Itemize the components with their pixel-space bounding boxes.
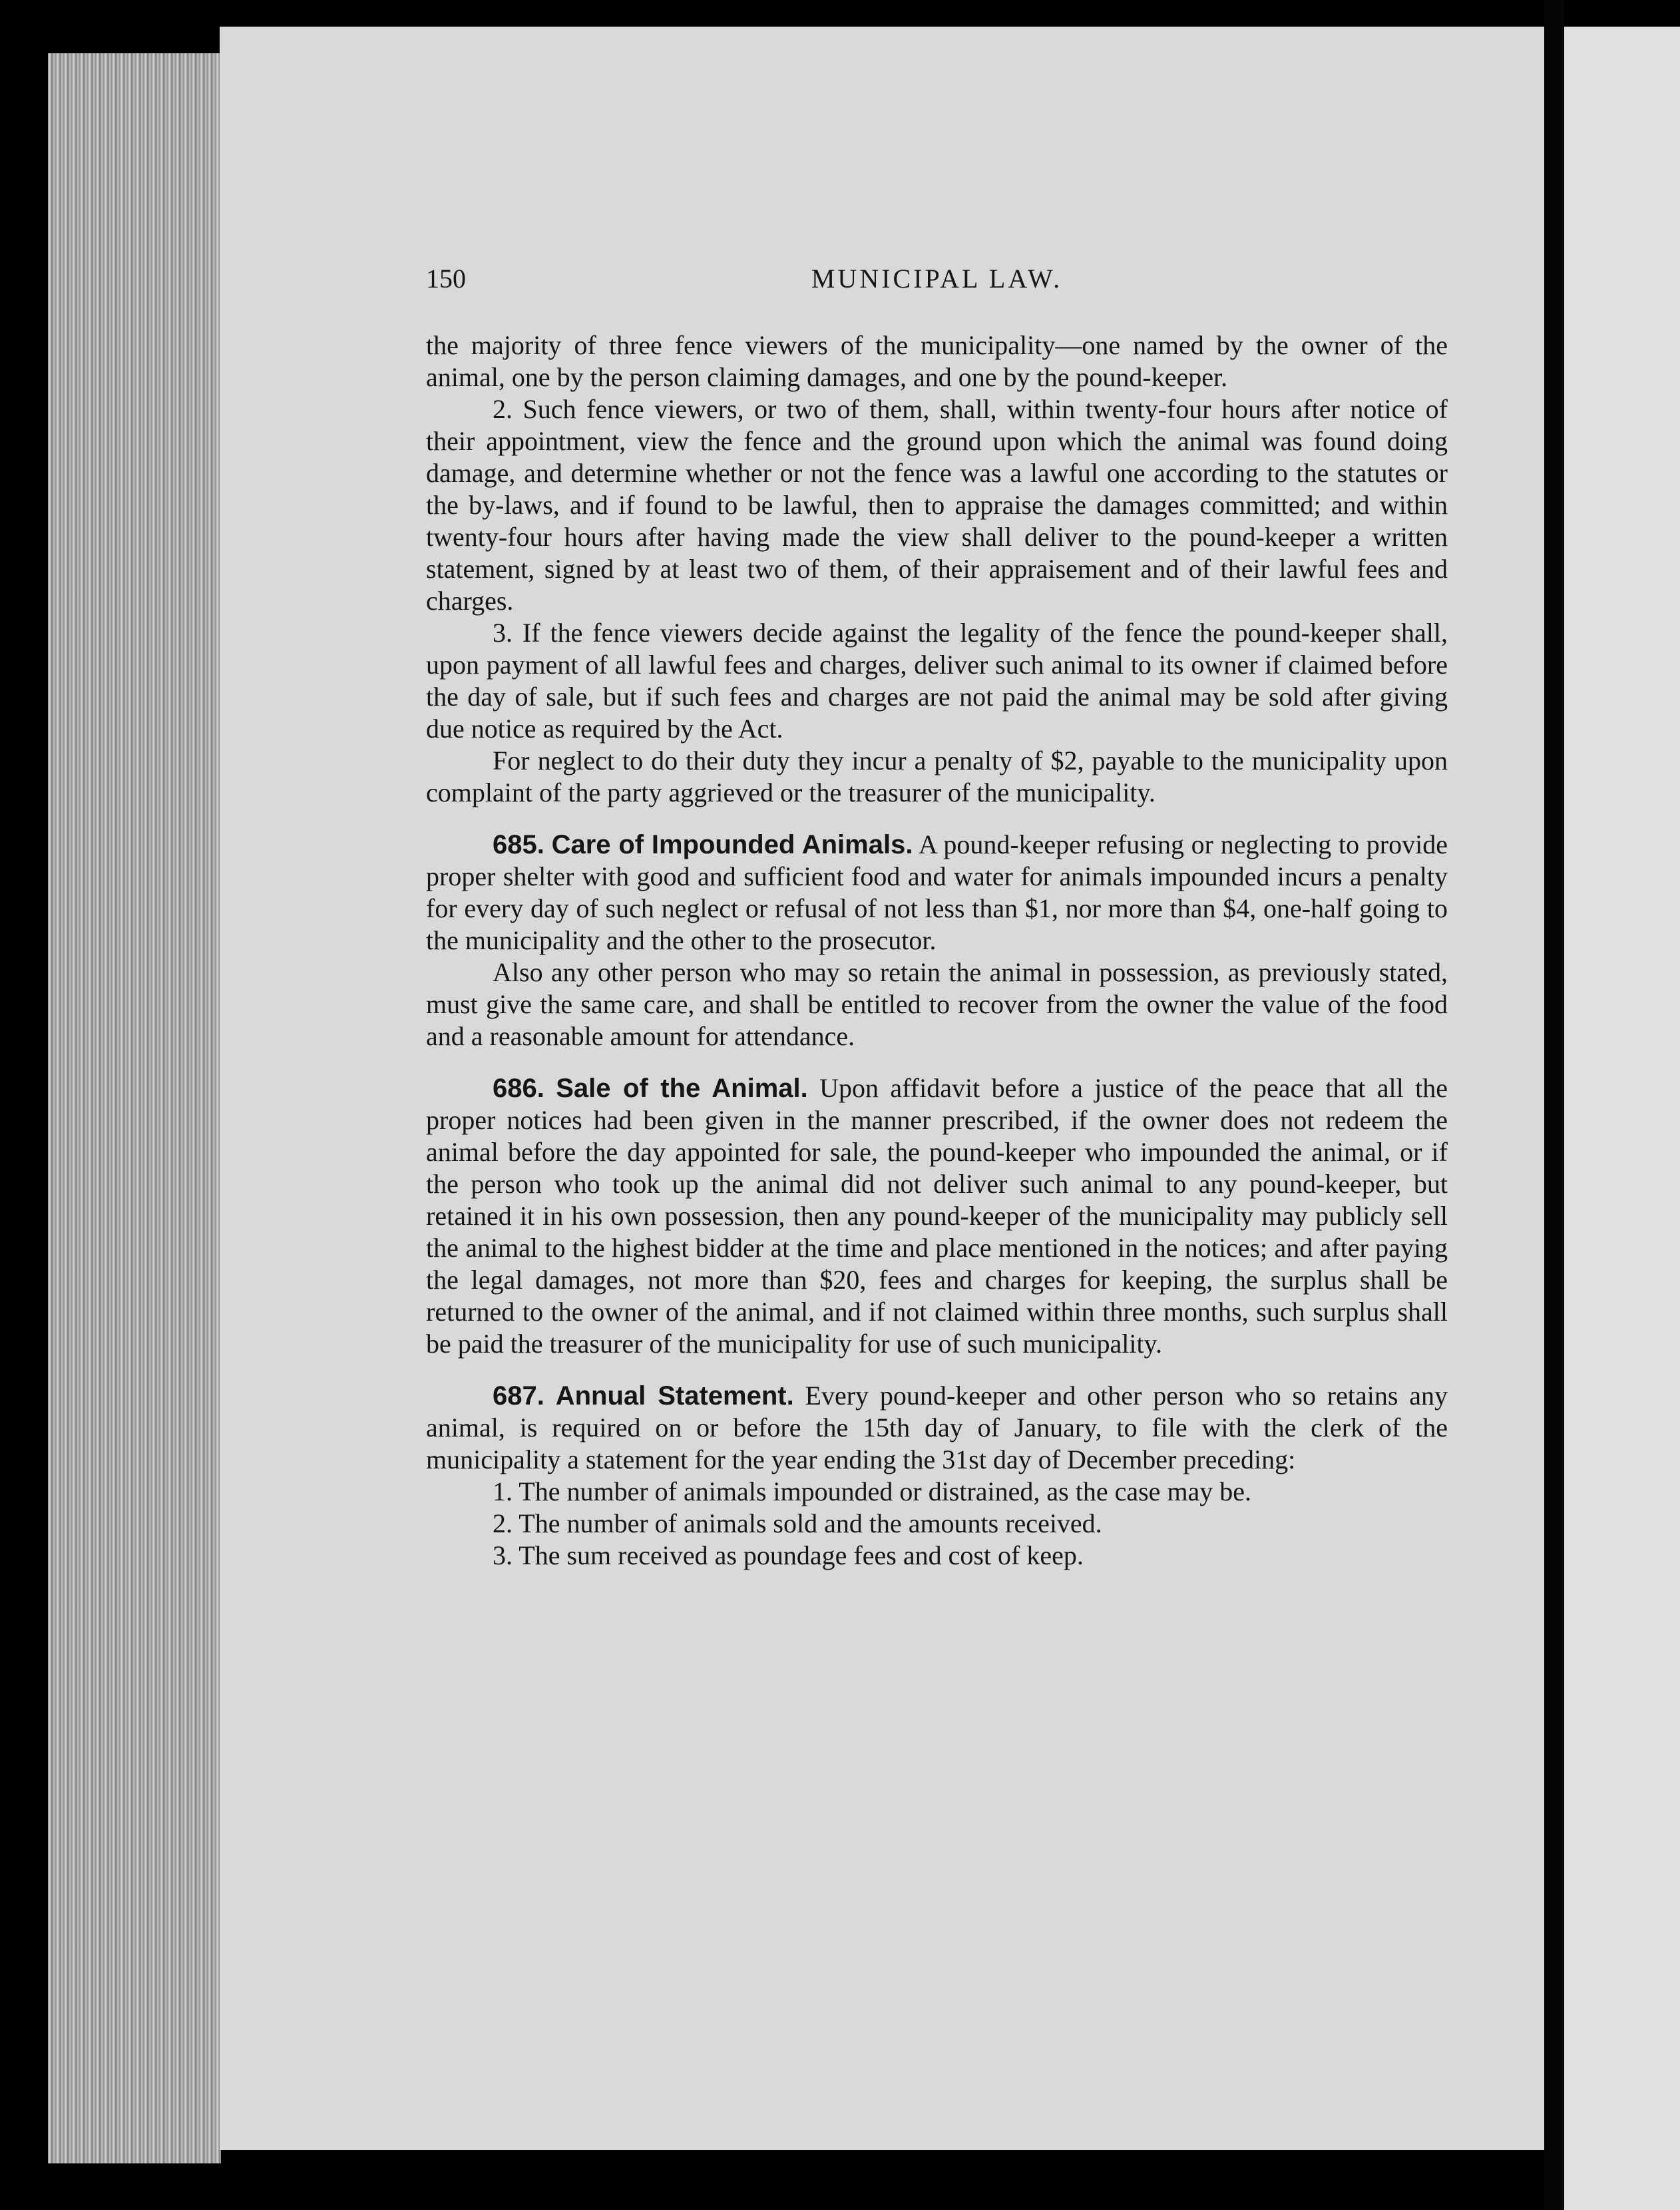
section-title: Sale of the Animal. [556, 1074, 808, 1103]
facing-page-edge [1564, 27, 1680, 2210]
section-text: A pound-keeper refusing or neglecting to provide proper shelter with good and sufficient food and water for animals impounded incurs a penalty for every day of such neglect or refusal of not less than $1, nor more than $4, one-half going to the municipality and the other to the prosecutor. [426, 829, 1448, 955]
list-item: 2. The number of animals sold and the amounts received. [493, 1508, 1102, 1538]
section-paragraph [426, 1380, 1448, 1476]
section-text: Every pound-keeper and other person who so retains any animal, is required on or before the 15th day of January, to file with the clerk of the municipality a statement for the year ending the 31st day of December preceding: [426, 1381, 1448, 1474]
page-text [426, 263, 1448, 1572]
section-number: 686. [493, 1074, 544, 1103]
page-number: 150 [426, 264, 466, 294]
section-extra-paragraph: Also any other person who may so retain the animal in possession, as previously stated, must give the same care, and shall be entitled to recover from the owner the value of the food and a reasonable amount for attendance. [426, 957, 1448, 1051]
book-page-edges [48, 53, 221, 2163]
section-685 [426, 829, 1448, 1052]
section-text: Upon affidavit before a justice of the peace that all the proper notices had been given in the manner prescribed, if the owner does not redeem the animal before the day appointed for sale, the pound-keeper who impounded the animal, or if the person who took up the animal did not deliver such animal to any pound-keeper, but retained it in his own possession, then any pound-keeper of the municipality may publicly sell the animal to the highest bidder at the time and place mentioned in the notices; and after paying the legal damages, not more than $20, fees and charges for keeping, the surplus shall be returned to the owner of the animal, and if not claimed within three months, such surplus shall be paid the treasurer of the municipality for use of such municipality. [426, 1073, 1448, 1359]
running-title: MUNICIPAL LAW. [811, 264, 1063, 294]
section-title: Care of Impounded Animals. [551, 830, 913, 859]
list-item: 3. The sum received as poundage fees and cost of keep. [493, 1540, 1084, 1570]
section-687 [426, 1380, 1448, 1572]
running-head [426, 263, 1448, 303]
paragraph-clause-3: 3. If the fence viewers decide against the legality of the fence the pound-keeper shall, upon payment of all lawful fees and charges, deliver such animal to its owner if claimed before the day of sale, but if such fees and charges are not paid the animal may be sold after giving due notice as required by the Act. [426, 618, 1448, 744]
gutter-shadow [1544, 0, 1564, 2210]
section-paragraph [426, 1072, 1448, 1360]
section-title: Annual Statement. [555, 1381, 794, 1411]
section-paragraph [426, 829, 1448, 957]
section-number: 685. [493, 830, 544, 859]
paragraph-clause-2: 2. Such fence viewers, or two of them, shall, within twenty-four hours after notice of their appointment, view the fence and the ground upon which the animal was found doing damage, and determine whether or not the fence was a lawful one according to the statutes or the by-laws, and if found to be lawful, then to appraise the damages committed; and within twenty-four hours after having made the view shall deliver to the pound-keeper a written statement, signed by at least two of them, of their appraisement and of their lawful fees and charges. [426, 394, 1448, 616]
paragraph-continued: the majority of three fence viewers of the municipality—one named by the owner of the animal, one by the person claiming damages, and one by the pound-keeper. [426, 330, 1448, 392]
section-number: 687. [493, 1381, 544, 1411]
list-item: 1. The number of animals impounded or distrained, as the case may be. [493, 1476, 1252, 1506]
paragraph-penalty: For neglect to do their duty they incur a penalty of $2, payable to the municipality upon complaint of the party aggrieved or the treasurer of the municipality. [426, 746, 1448, 807]
section-686 [426, 1072, 1448, 1360]
